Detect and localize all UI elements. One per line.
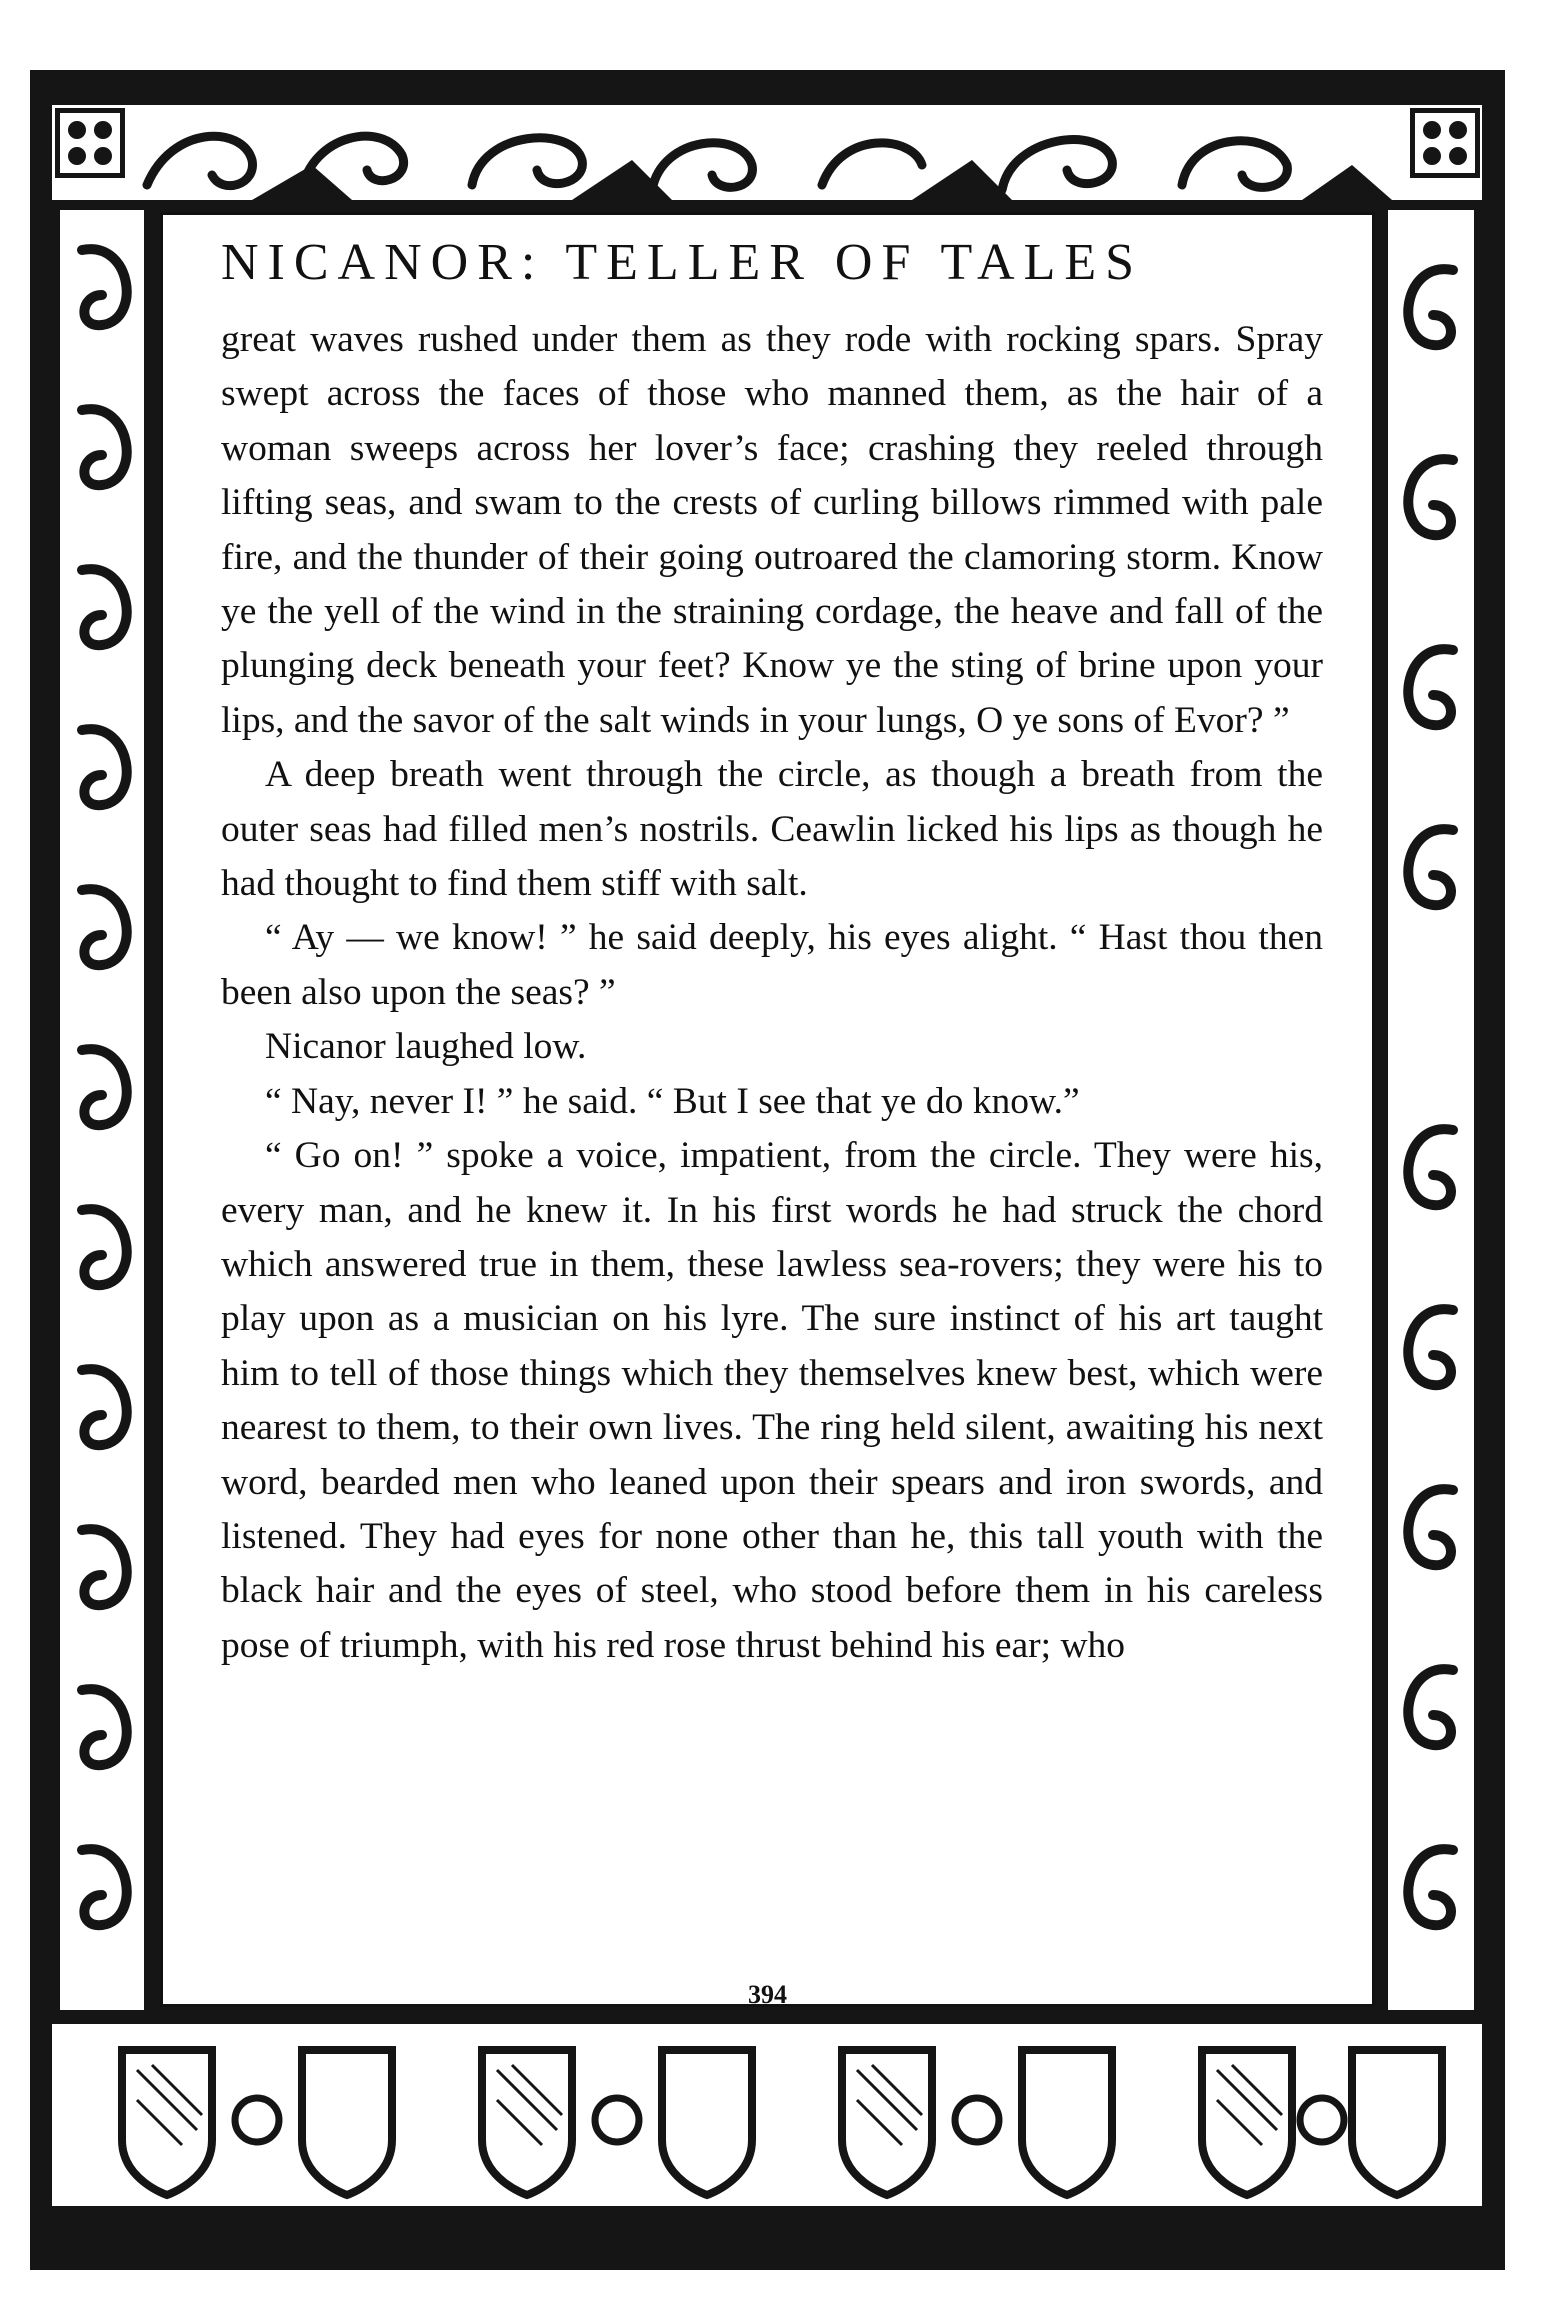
paragraph: great waves rushed under them as they rode with rocking spars. Spray swept across the faces of those who manned them, as the hair of a woman sweeps across her lover’s face; crashing they reeled through lifting seas, and swam to the crests of curling billows rimmed with pale fire, and the thunder of their going outroared the clamoring storm. Know ye the yell of the wind in the straining cordage, the heave and fall of the plunging deck beneath your feet? Know ye the sting of brine upon your lips, and the savor of the salt winds in your lungs, O ye sons of Evor? ”	[221, 319, 1323, 741]
left-border-spiral-ornament	[52, 210, 157, 2010]
paragraph: Nicanor laughed low.	[265, 1026, 587, 1068]
page-number: 394	[748, 1980, 787, 2009]
rosette-corner-icon	[1410, 108, 1480, 178]
body-text	[221, 313, 1323, 1673]
paragraph: “ Ay — we know! ” he said deeply, his eyes alight. “ Hast thou then been also upon the seas? ”	[221, 917, 1323, 1013]
border-paper-gap	[1505, 900, 1546, 1070]
right-border-spiral-ornament	[1378, 210, 1482, 2010]
bottom-border-shield-ornament	[52, 2010, 1482, 2220]
text-panel	[160, 212, 1375, 2007]
paragraph: “ Nay, never I! ” he said. “ But I see that ye do know.”	[265, 1080, 1080, 1122]
rosette-corner-icon	[55, 108, 125, 178]
top-border-scroll-ornament	[52, 105, 1482, 210]
paragraph: A deep breath went through the circle, as though a breath from the outer seas had filled men’s nostrils. Ceawlin licked his lips as though he had thought to find them stiff with salt.	[221, 754, 1323, 905]
paragraph: “ Go on! ” spoke a voice, impatient, from the circle. They were his, every man, and he knew it. In his first words he had struck the chord which answered true in them, these lawless sea-rovers; they were his to play upon as a musician on his lyre. The sure instinct of his art taught him to tell of those things which they themselves knew best, which were nearest to them, to their own lives. The ring held silent, awaiting his next word, bearded men who leaned upon their spears and iron swords, and listened. They had eyes for none other than he, this tall youth with the black hair and the eyes of steel, who stood before them in his careless pose of triumph, with his red rose thrust behind his ear; who	[221, 1135, 1323, 1666]
running-head: NICANOR: TELLER OF TALES	[221, 234, 1144, 291]
